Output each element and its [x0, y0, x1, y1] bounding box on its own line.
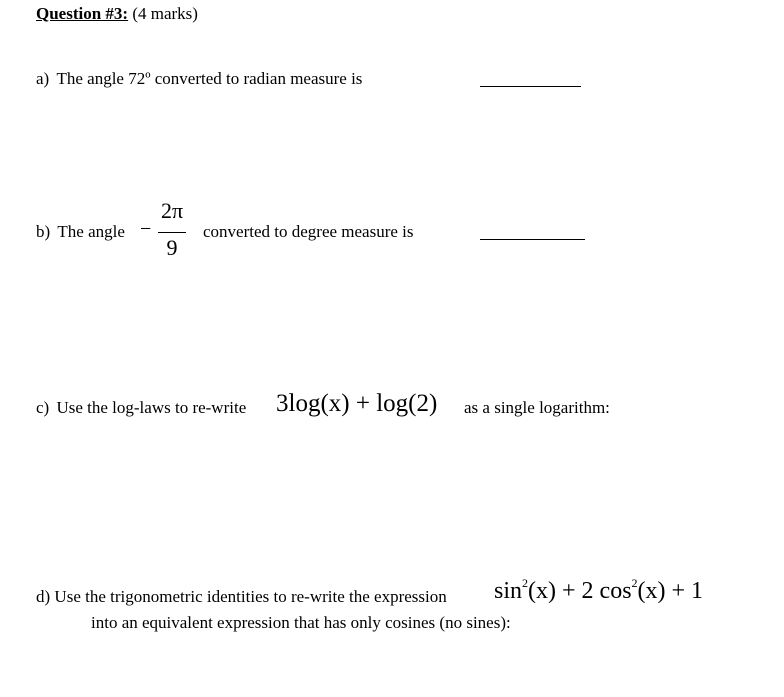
part-d-cos-exponent: 2: [631, 576, 638, 590]
part-b-answer-line: [480, 239, 585, 240]
part-c: [36, 398, 246, 418]
part-d-expr-end: (x) + 1: [637, 578, 704, 604]
part-a-answer-line: [480, 86, 581, 87]
part-c-label: c): [36, 398, 50, 417]
part-d-label: d): [36, 587, 51, 606]
part-b-numerator: 2π: [160, 198, 184, 223]
part-b-denominator: 9: [166, 235, 178, 260]
part-a-text: The angle 72º converted to radian measure is: [56, 69, 363, 88]
question-title: Question #3:: [36, 4, 129, 23]
part-a-label: a): [36, 69, 50, 88]
part-c-text-after: as a single logarithm:: [464, 398, 610, 417]
part-c-text-before: Use the log-laws to re-write: [56, 398, 247, 417]
part-d-text-line2: into an equivalent expression that has only cosines (no sines):: [91, 613, 511, 632]
part-b-text-after: converted to degree measure is: [203, 222, 414, 241]
part-d: [36, 587, 447, 607]
part-d-expr-mid: (x) + 2 cos: [528, 578, 632, 604]
part-d-sin-exponent: 2: [522, 576, 529, 590]
part-b: [36, 222, 125, 242]
part-d-sin: sin: [494, 578, 523, 604]
part-c-expression: 3log(x) + log(2): [276, 390, 438, 417]
part-d-expression: [494, 578, 703, 605]
part-b-text-before: The angle: [57, 222, 125, 241]
question-marks: (4 marks): [132, 4, 198, 23]
part-d-text-line1: Use the trigonometric identities to re-write the expression: [54, 587, 447, 606]
question-header: [36, 4, 198, 24]
part-a: [36, 69, 362, 89]
part-b-fraction-bar: [158, 232, 186, 233]
part-b-minus: −: [140, 218, 152, 240]
part-b-label: b): [36, 222, 51, 241]
